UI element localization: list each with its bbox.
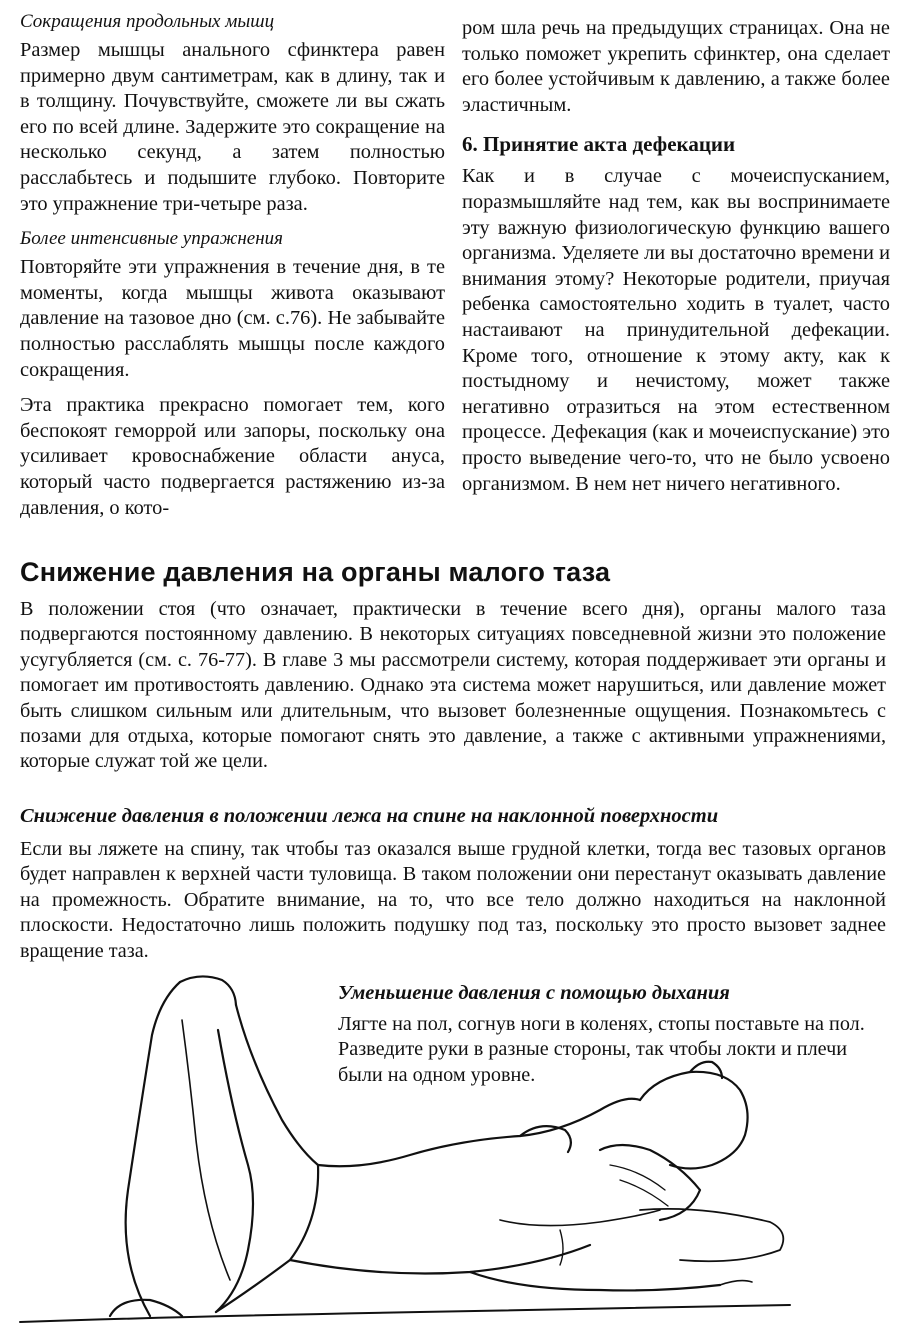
heading-defecation: 6. Принятие акта дефекации [462,132,736,157]
section-intro-block [20,597,886,785]
heading-breathing: Уменьшение давления с помощью дыхания [338,982,730,1004]
heading-longitudinal-contractions: Сокращения продольных мышц [20,11,275,32]
paragraph-hemorrhoids: Эта практика прекрасно помогает тем, кого беспокоят геморрой или запоры, поскольку она усиливает кровоснабжение области ануса, который часто подвергается растяжению из-за давления, о кото- [20,394,445,519]
paragraph-continued: ром шла речь на предыдущих страницах. Она не только поможет укрепить сфинктер, она сделает его более устойчивым к давлению, а также более эластичным. [462,17,890,116]
paragraph-inclined-surface: Если вы ляжете на спину, так чтобы таз оказался выше грудной клетки, тогда вес тазовых органов будет направлен к верхней части туловища. В таком положении они перестанут оказывать давление на промежность. Обратите внимание, на то, что все тело должно находиться на наклонной плоскости. Недостаточно лишь положить подушку под таз, поскольку это просто вызовет заднее вращение таза. [20,838,886,962]
heading-intensive-exercises: Более интенсивные упражнения [20,228,283,250]
left-column [20,10,445,525]
paragraph-sphincter-size: Размер мышцы анального сфинктера равен примерно двум сантиметрам, как в длину, так и в толщину. Почувствуйте, сможете ли вы сжать его по всей длине. Задержите это сокращение на несколько секунд, а затем полностью расслабьтесь и подышите глубоко. Повторите это упражнение три-четыре раза. [20,39,445,215]
right-column [462,16,890,507]
paragraph-repeat-exercises: Повторяйте эти упражнения в течение дня, в те моменты, когда мышцы живота оказывают давление на тазовое дно (см. с.76). Не забывайте полностью расслаблять мышцы после каждого сокращения. [20,256,445,381]
section-title: Снижение давления на органы малого таза [20,557,611,587]
paragraph-section-intro: В положении стоя (что означает, практически в течение всего дня), органы малого таза подвергаются постоянному давлению. В некоторых ситуациях повседневной жизни это положение усугубляется (см. с. 76-77). В главе 3 мы рассмотрели систему, которая поддерживает эти органы и помогает им противостоять давлению. Однако эта система может нарушиться, или давление может быть слишком сильным или длительным, что вызовет болезненные ощущения. Познакомьтесь с позами для отдыха, которые помогают снять это давление, а также с активными упражнениями, которые служат той же цели. [20,598,886,773]
paragraph-breathing: Лягте на пол, согнув ноги в коленях, стопы поставьте на пол. Разведите руки в разные стороны, так чтобы локти и плечи были на одном уровне. [338,1013,865,1086]
heading-inclined-surface: Снижение давления в положении лежа на спине на наклонной поверхности [20,805,719,827]
inclined-surface-block [20,803,886,974]
breathing-block [338,980,886,1098]
paragraph-defecation: Как и в случае с мочеиспусканием, поразмышляйте над тем, как вы воспринимаете эту важную физиологическую функцию вашего организма. Уделяете ли вы достаточно времени и внимания этому? Некоторые родители, приучая ребенка самостоятельно ходить в туалет, часто настаивают на принудительной дефекации. Кроме того, отношение к этому акту, как к постыдному и нечистому, может также негативно отразиться на этом естественном процессе. Дефекация (как и мочеиспускание) это просто выведение чего-то, что не было усвоено организмом. В нем нет ничего негативного. [462,165,890,495]
